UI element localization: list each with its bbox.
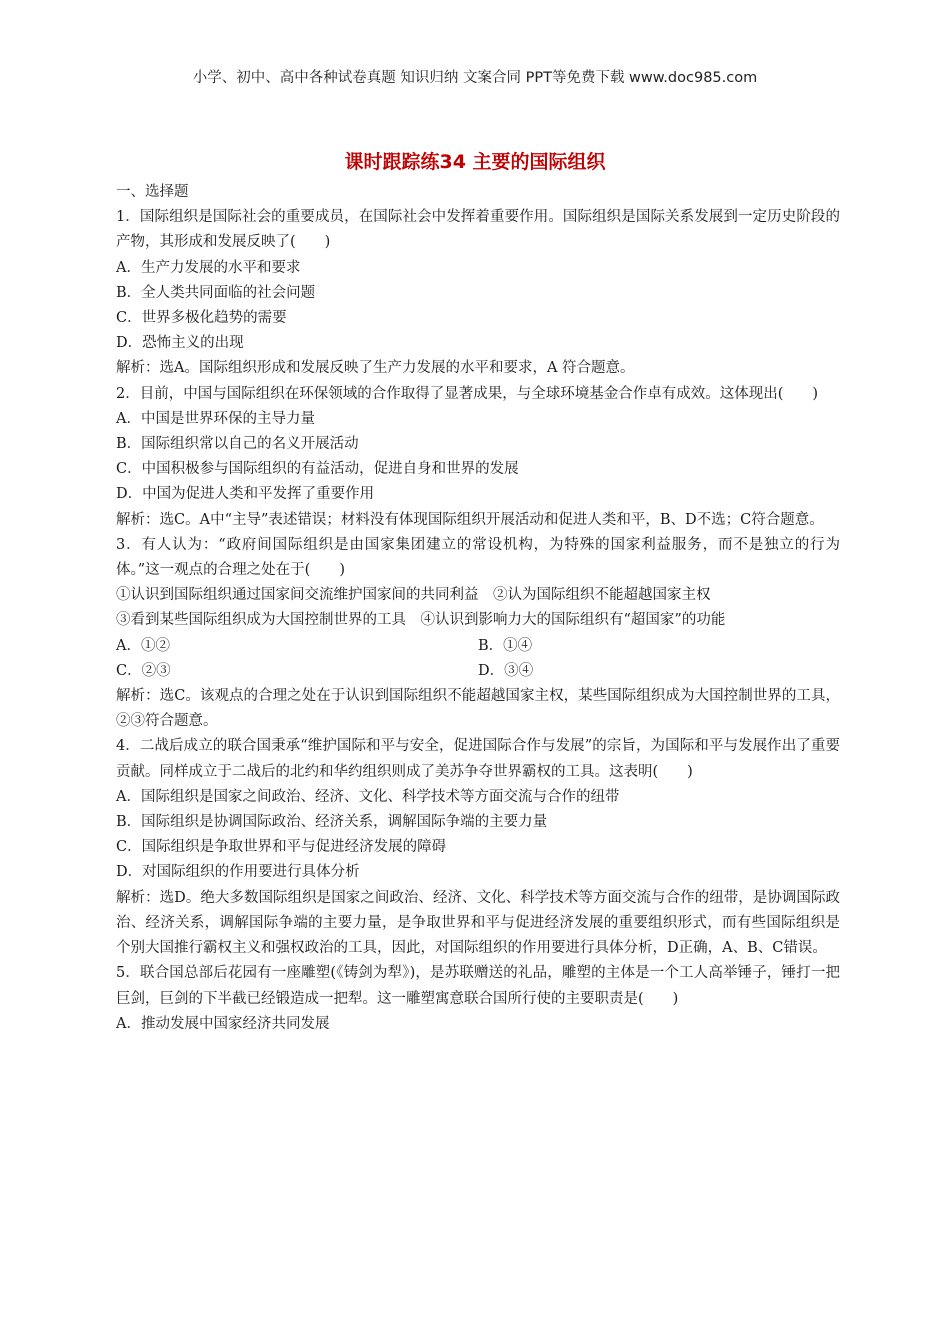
question-4-option-b: B．国际组织是协调国际政治、经济关系，调解国际争端的主要力量	[116, 814, 548, 831]
question-2-analysis: 解析：选C。A中“主导”表述错误；材料没有体现国际组织开展活动和促进人类和平，B、D不选；C符合题意。	[116, 511, 824, 528]
question-3-option-c: C．②③	[116, 662, 171, 679]
question-3-option-b: B．①④	[478, 637, 533, 654]
question-3-option-d: D．③④	[478, 662, 534, 679]
question-2-option-d: D．中国为促进人类和平发挥了重要作用	[116, 486, 375, 503]
question-1-option-d: D．恐怖主义的出现	[116, 335, 244, 352]
question-1-option-a: A．生产力发展的水平和要求	[116, 259, 301, 276]
question-2-option-b: B．国际组织常以自己的名义开展活动	[116, 436, 359, 453]
question-2-option-c: C．中国积极参与国际组织的有益活动，促进自身和世界的发展	[116, 461, 519, 478]
question-1-option-c: C．世界多极化趋势的需要	[116, 310, 287, 327]
question-4-option-a: A．国际组织是国家之间政治、经济、文化、科学技术等方面交流与合作的纽带	[116, 788, 620, 805]
page-title: 课时跟踪练34 主要的国际组织	[344, 151, 606, 173]
question-3-analysis: 解析：选C。该观点的合理之处在于认识到国际组织不能超越国家主权，某些国际组织成为大国控制世界的工具，②③符合题意。	[116, 688, 840, 730]
question-3-options-row-2	[116, 659, 840, 684]
question-3-options-row-1	[116, 634, 840, 659]
question-4-analysis: 解析：选D。绝大多数国际组织是国家之间政治、经济、文化、科学技术等方面交流与合作的纽带，是协调国际政治、经济关系，调解国际争端的主要力量，是争取世界和平与促进经济发展的重要组织形式，而有些国际组织是个别大国推行霸权主义和强权政治的工具，因此，对国际组织的作用要进行具体分析，D正确，A、B、C错误。	[116, 889, 840, 957]
question-5-stem: 5．联合国总部后花园有一座雕塑(《铸剑为犁》)，是苏联赠送的礼品，雕塑的主体是一个工人高举锤子，锤打一把巨剑，巨剑的下半截已经锻造成一把犁。这一雕塑寓意联合国所行使的主要职责是( )	[116, 965, 840, 1007]
question-3-option-a: A．①②	[116, 637, 170, 654]
section-heading: 一、选择题	[116, 184, 189, 200]
question-2-stem: 2．目前，中国与国际组织在环保领域的合作取得了显著成果，与全球环境基金合作卓有成效。这体现出( )	[116, 385, 819, 402]
question-3-statements-1-2: ①认识到国际组织通过国家间交流维护国家间的共同利益 ②认为国际组织不能超越国家主权	[116, 587, 711, 604]
question-5-option-a: A．推动发展中国家经济共同发展	[116, 1015, 330, 1032]
question-2-option-a: A．中国是世界环保的主导力量	[116, 410, 315, 427]
question-4-option-c: C．国际组织是争取世界和平与促进经济发展的障碍	[116, 839, 447, 856]
question-3-statements-3-4: ③看到某些国际组织成为大国控制世界的工具 ④认识到影响力大的国际组织有“超国家”的功能	[116, 612, 726, 629]
question-4-option-d: D．对国际组织的作用要进行具体分析	[116, 864, 360, 881]
question-3-stem: 3．有人认为：“政府间国际组织是由国家集团建立的常设机构，为特殊的国家利益服务，而不是独立的行为体。”这一观点的合理之处在于( )	[116, 536, 840, 579]
question-1-analysis: 解析：选A。国际组织形成和发展反映了生产力发展的水平和要求，A 符合题意。	[116, 360, 635, 377]
question-1-stem: 1．国际组织是国际社会的重要成员，在国际社会中发挥着重要作用。国际组织是国际关系发展到一定历史阶段的产物，其形成和发展反映了( )	[116, 209, 840, 251]
site-header: 小学、初中、高中各种试卷真题 知识归纳 文案合同 PPT等免费下载 www.doc985.com	[192, 70, 758, 86]
question-4-stem: 4．二战后成立的联合国秉承“维护国际和平与安全，促进国际合作与发展”的宗旨，为国际和平与发展作出了重要贡献。同样成立于二战后的北约和华约组织则成了美苏争夺世界霸权的工具。这表明( )	[116, 738, 840, 780]
question-1-option-b: B．全人类共同面临的社会问题	[116, 284, 316, 301]
question-list	[116, 180, 840, 1037]
